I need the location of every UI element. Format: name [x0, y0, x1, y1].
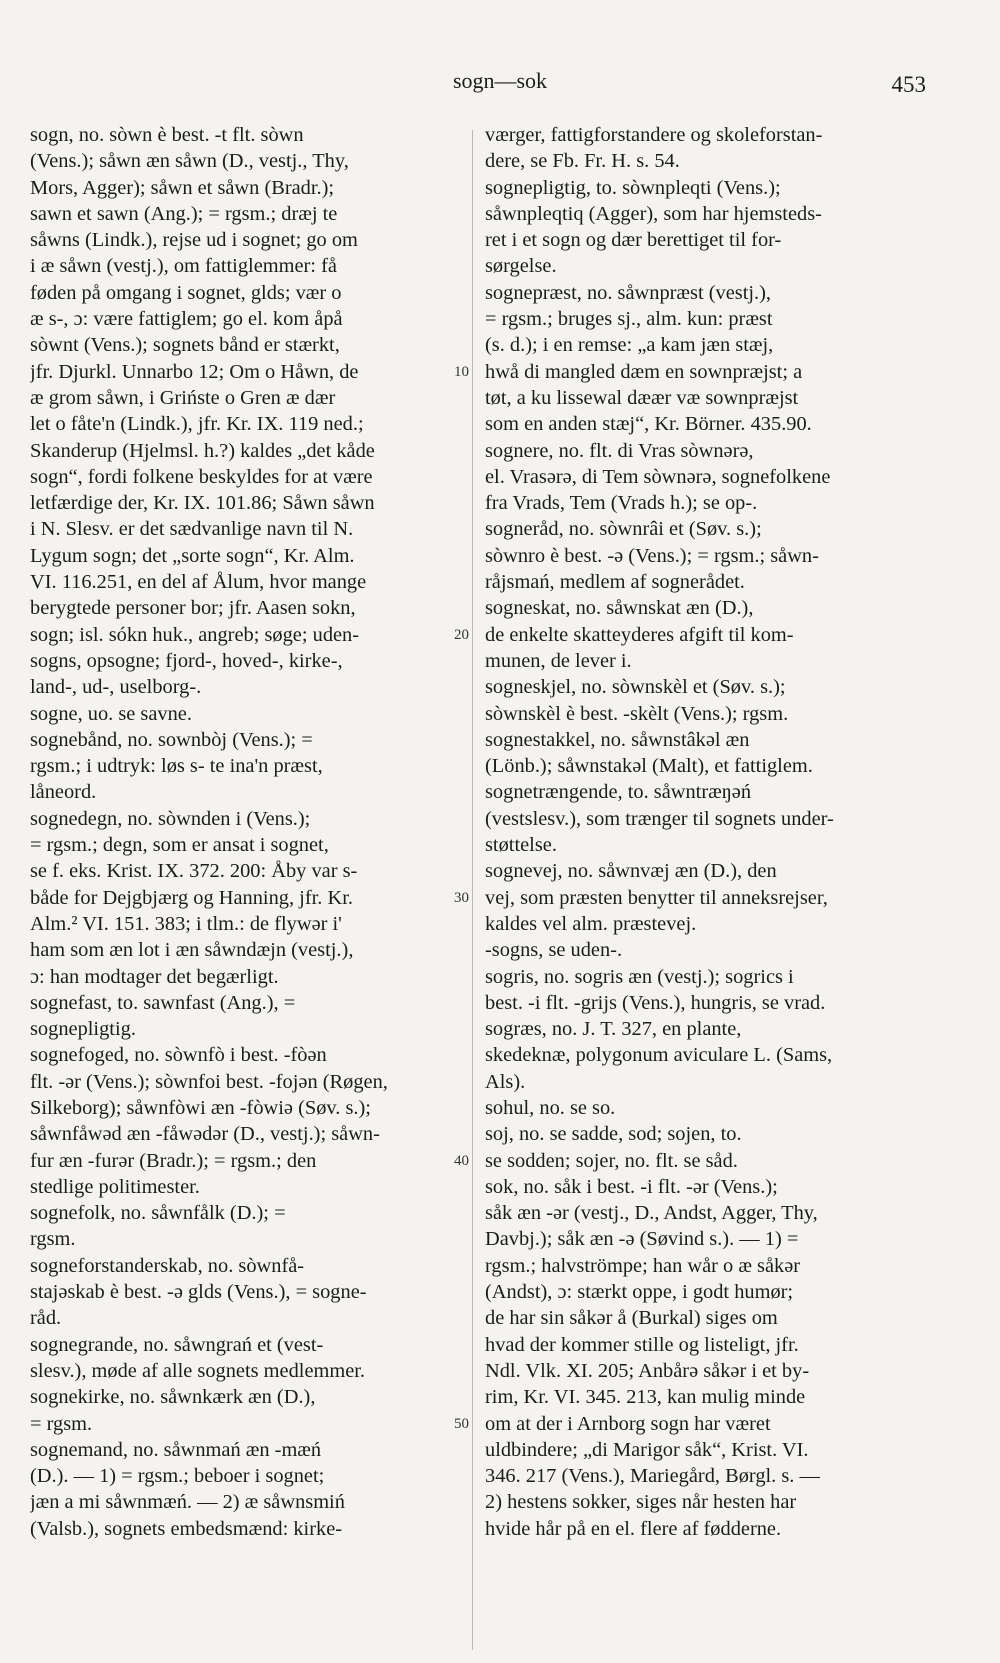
text-line: sòwnt (Vens.); sognets bånd er stærkt, — [30, 334, 340, 357]
text-line: sogneråd, no. sòwnrâi et (Søv. s.); — [485, 518, 762, 541]
text-line: hvide hår på en el. flere af fødderne. — [485, 1517, 782, 1540]
text-line: både for Dejgbjærg og Hanning, jfr. Kr. — [30, 886, 353, 909]
text-line: sogneskjel, no. sòwnskèl et (Søv. s.); — [485, 676, 786, 699]
line-number: 10 — [454, 363, 469, 380]
text-line: tøt, a ku lissewal dæær væ sownpræjst — [485, 386, 799, 409]
text-line: værger, fattigforstandere og skoleforstan- — [485, 124, 823, 146]
text-line: som en anden stæj“, Kr. Börner. 435.90. — [485, 413, 812, 436]
text-line: fra Vrads, Tem (Vrads h.); se op-. — [485, 492, 758, 515]
text-line: fur æn -furər (Bradr.); = rgsm.; den — [30, 1149, 317, 1172]
line-number: 20 — [454, 626, 469, 643]
text-line: sognepræst, no. såwnpræst (vestj.), — [485, 281, 772, 304]
text-line: sok, no. såk i best. -i flt. -ər (Vens.); — [485, 1175, 778, 1198]
text-line: uldbindere; „di Marigor såk“, Krist. VI. — [485, 1438, 809, 1461]
text-line: soj, no. se sadde, sod; sojen, to. — [485, 1123, 742, 1146]
text-line: = rgsm. — [30, 1412, 93, 1435]
text-line: slesv.), møde af alle sognets medlemmer. — [30, 1359, 366, 1382]
text-line: (Lönb.); såwnstakəl (Malt), et fattiglem. — [485, 755, 813, 778]
text-line: sognefolk, no. såwnfålk (D.); = — [30, 1202, 286, 1225]
text-line: hwå di mangled dæm en sownpræjst; a — [485, 360, 803, 383]
text-line: rgsm. — [30, 1228, 76, 1251]
running-head: sogn—sok — [452, 68, 548, 93]
text-line: sogns, opsogne; fjord-, hoved-, kirke-, — [30, 649, 343, 672]
text-line: såwnfåwəd æn -fåwədər (D., vestj.); såwn- — [30, 1123, 380, 1146]
text-line: sognedegn, no. sòwnden i (Vens.); — [30, 807, 311, 830]
text-line: stajəskab è best. -ə glds (Vens.), = sogne- — [30, 1281, 367, 1304]
text-line: sognebånd, no. sownbòj (Vens.); = — [30, 728, 313, 751]
text-line: hvad der kommer stille og listeligt, jfr. — [485, 1333, 799, 1356]
text-line: såwns (Lindk.), rejse ud i sognet; go om — [30, 229, 358, 252]
text-line: låneord. — [30, 781, 97, 804]
text-line: berygtede personer bor; jfr. Aasen sokn, — [30, 597, 356, 620]
text-line: vej, som præsten benytter til anneksrejser, — [485, 886, 828, 909]
text-line: (s. d.); i en remse: „a kam jæn stæj, — [485, 334, 774, 357]
text-line: 2) hestens sokker, siges når hesten har — [485, 1491, 797, 1514]
text-line: jæn a mi såwnmæń. — 2) æ såwnsmiń — [30, 1491, 345, 1514]
text-line: såk æn -ər (vestj., D., Andst, Agger, Thy, — [485, 1202, 818, 1225]
text-line: æ grom såwn, i Grińste o Gren æ dær — [30, 386, 336, 409]
text-line: sogne, uo. se savne. — [30, 702, 192, 725]
text-line: (vestslesv.), som trænger til sognets under- — [485, 807, 834, 830]
text-line: råjsmań, medlem af sognerådet. — [485, 571, 745, 594]
text-line: sognetrængende, to. såwntræŋəń — [485, 781, 752, 804]
text-line: såwnpleqtiq (Agger), som har hjemsteds- — [485, 202, 822, 225]
text-line: sogris, no. sogris æn (vestj.); sogrics i — [485, 965, 794, 988]
text-line: sognepligtig, to. sòwnpleqti (Vens.); — [485, 176, 781, 199]
text-line: flt. -ər (Vens.); sòwnfoi best. -fojən (Røgen, — [30, 1070, 388, 1093]
text-line: -sogns, se uden-. — [485, 939, 623, 962]
line-number: 50 — [454, 1415, 469, 1432]
text-line: dere, se Fb. Fr. H. s. 54. — [485, 150, 680, 173]
text-line: sognevej, no. såwnvæj æn (D.), den — [485, 860, 777, 883]
text-line: sørgelse. — [485, 255, 557, 278]
text-line: råd. — [30, 1307, 62, 1330]
text-line: rgsm.; halvströmpe; han wår o æ såkər — [485, 1254, 801, 1277]
text-line: sogn“, fordi folkene beskyldes for at være — [30, 465, 373, 488]
text-line: se sodden; sojer, no. flt. se såd. — [485, 1149, 738, 1172]
text-line: Ndl. Vlk. XI. 205; Anbårə såkər i et by- — [485, 1359, 810, 1382]
text-line: = rgsm.; degn, som er ansat i sognet, — [30, 834, 329, 857]
text-line: jfr. Djurkl. Unnarbo 12; Om o Håwn, de — [30, 360, 359, 383]
text-line: VI. 116.251, en del af Ålum, hvor mange — [30, 571, 367, 594]
text-line: munen, de lever i. — [485, 649, 632, 672]
text-line: Davbj.); såk æn -ə (Søvind s.). — 1) = — [485, 1228, 799, 1251]
text-line: rim, Kr. VI. 345. 213, kan mulig minde — [485, 1386, 806, 1409]
column-divider — [472, 130, 473, 1650]
text-line: æ s-, ɔ: være fattiglem; go el. kom åpå — [30, 308, 343, 331]
text-line: sogneskat, no. såwnskat æn (D.), — [485, 597, 754, 620]
text-line: om at der i Arnborg sogn har været — [485, 1412, 771, 1435]
text-line: ɔ: han modtager det begærligt. — [30, 965, 279, 988]
text-line: sogn; isl. sókn huk., angreb; søge; uden- — [30, 623, 360, 646]
text-line: sogræs, no. J. T. 327, en plante, — [485, 1018, 742, 1041]
right-column — [485, 122, 925, 1542]
text-line: ret i et sogn og dær berettiget til for- — [485, 229, 782, 252]
text-line: sognepligtig. — [30, 1018, 136, 1041]
text-line: (Andst), ɔ: stærkt oppe, i godt humør; — [485, 1281, 794, 1304]
text-line: Skanderup (Hjelmsl. h.?) kaldes „det kåde — [30, 439, 375, 462]
text-line: sòwnro è best. -ə (Vens.); = rgsm.; såwn- — [485, 544, 819, 567]
text-line: (D.). — 1) = rgsm.; beboer i sognet; — [30, 1465, 325, 1488]
page-header — [0, 68, 1000, 98]
text-line: sogn, no. sòwn è best. -t flt. sòwn — [30, 124, 304, 146]
text-line: skedeknæ, polygonum aviculare L. (Sams, — [485, 1044, 833, 1067]
text-line: Als). — [485, 1070, 526, 1093]
text-line: best. -i flt. -grijs (Vens.), hungris, se vrad. — [485, 991, 826, 1014]
text-line: rgsm.; i udtryk: løs s- te ina'n præst, — [30, 755, 323, 778]
text-line: Silkeborg); såwnfòwi æn -fòwiə (Søv. s.); — [30, 1096, 371, 1119]
text-line: sognegrande, no. såwngrań et (vest- — [30, 1333, 324, 1356]
text-line: sognere, no. flt. di Vras sòwnərə, — [485, 439, 754, 462]
text-line: sognefast, to. sawnfast (Ang.), = — [30, 991, 296, 1014]
text-line: sognekirke, no. såwnkærk æn (D.), — [30, 1386, 316, 1409]
text-line: (Valsb.), sognets embedsmænd: kirke- — [30, 1517, 343, 1540]
text-line: stedlige politimester. — [30, 1175, 200, 1198]
text-line: Lygum sogn; det „sorte sogn“, Kr. Alm. — [30, 544, 355, 567]
text-line: sognestakkel, no. såwnstâkəl æn — [485, 728, 750, 751]
text-line: ham som æn lot i æn såwndæjn (vestj.), — [30, 939, 354, 962]
text-line: i N. Slesv. er det sædvanlige navn til N. — [30, 518, 354, 541]
text-line: Alm.² VI. 151. 383; i tlm.: de flywər i' — [30, 912, 342, 935]
text-line: føden på omgang i sognet, glds; vær o — [30, 281, 342, 304]
text-line: = rgsm.; bruges sj., alm. kun: præst — [485, 308, 773, 331]
text-line: 346. 217 (Vens.), Mariegård, Børgl. s. — — [485, 1465, 820, 1488]
text-line: sogneforstanderskab, no. sòwnfå- — [30, 1254, 305, 1277]
text-line: el. Vrasərə, di Tem sòwnərə, sognefolkene — [485, 465, 831, 488]
text-line: letfærdige der, Kr. IX. 101.86; Såwn såwn — [30, 492, 375, 515]
text-line: de enkelte skatteyderes afgift til kom- — [485, 623, 794, 646]
text-line: støttelse. — [485, 834, 557, 857]
text-line: sohul, no. se so. — [485, 1096, 616, 1119]
text-line: sawn et sawn (Ang.); = rgsm.; dræj te — [30, 202, 338, 225]
text-line: sòwnskèl è best. -skèlt (Vens.); rgsm. — [485, 702, 789, 725]
text-line: se f. eks. Krist. IX. 372. 200: Åby var s- — [30, 860, 358, 883]
text-line: land-, ud-, uselborg-. — [30, 676, 202, 699]
left-column — [30, 122, 463, 1542]
text-line: de har sin såkər å (Burkal) siges om — [485, 1307, 778, 1330]
text-line: sognefoged, no. sòwnfò i best. -fòən — [30, 1044, 327, 1067]
page-number: 453 — [891, 72, 926, 97]
text-line: kaldes vel alm. præstevej. — [485, 912, 697, 935]
line-number: 30 — [454, 889, 469, 906]
text-line: let o fåte'n (Lindk.), jfr. Kr. IX. 119 ned.; — [30, 413, 364, 436]
text-line: Mors, Agger); såwn et såwn (Bradr.); — [30, 176, 335, 199]
text-line: sognemand, no. såwnmań æn -mæń — [30, 1438, 322, 1461]
text-line: i æ såwn (vestj.), om fattiglemmer: få — [30, 255, 337, 278]
text-line: (Vens.); såwn æn såwn (D., vestj., Thy, — [30, 150, 349, 173]
line-number: 40 — [454, 1152, 469, 1169]
